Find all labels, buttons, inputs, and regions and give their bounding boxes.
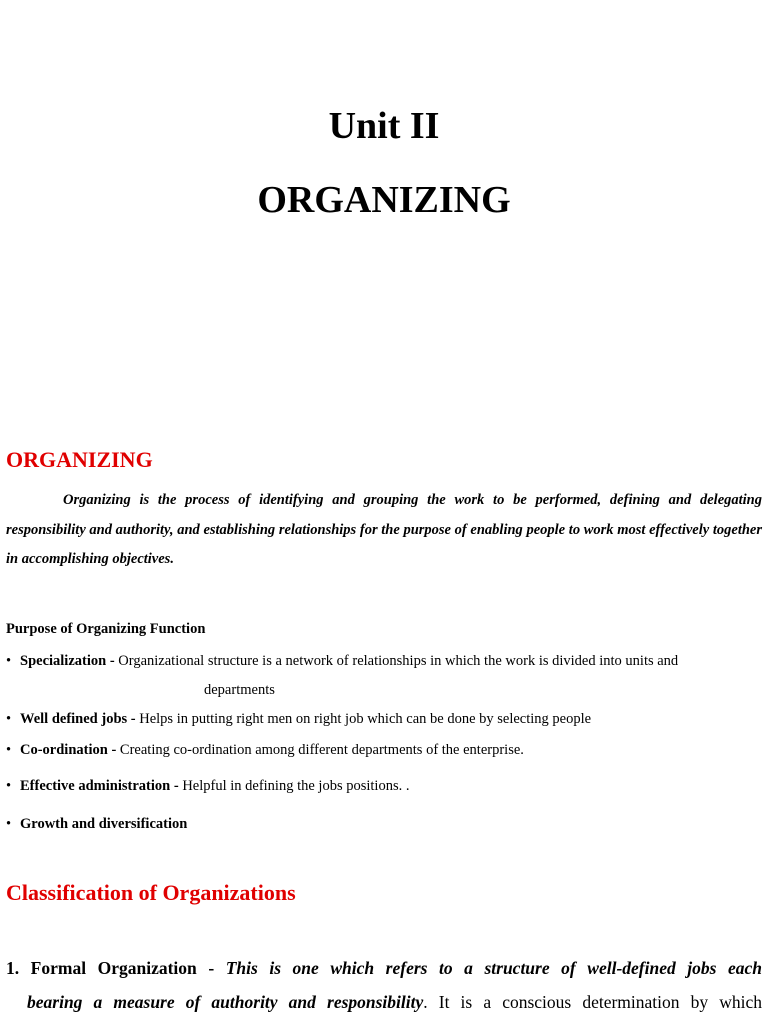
classification-emphasis-continued: bearing a measure of authority and responsibility bbox=[27, 992, 424, 1012]
organizing-definition: Organizing is the process of identifying and grouping the work to be performed, defining and delegating responsibility and authority, and establishing relationships for the purpose of enabling people to work most effectively together in accomplishing objectives. bbox=[6, 492, 762, 567]
purpose-term: Specialization bbox=[20, 653, 107, 669]
purpose-description: Creating co-ordination among different departments of the enterprise. bbox=[119, 742, 524, 758]
purpose-term: Growth and diversification bbox=[20, 816, 188, 832]
bullet-icon: • bbox=[6, 742, 12, 758]
classification-item-formal: 1. Formal Organization - This is one which refers to a structure of well-defined jobs each bearing a measure of authority and responsibility. It is a conscious determination by which bbox=[6, 958, 763, 1012]
bullet-icon: • bbox=[6, 778, 12, 794]
classification-emphasis: This is one which refers to a structure of well-defined jobs each bbox=[225, 958, 763, 978]
purpose-description: Helps in putting right men on right job which can be done by selecting people bbox=[139, 711, 592, 727]
purpose-item-specialization: • Specialization - Organizational structure is a network of relationships in which the work is divided into units and departments bbox=[6, 647, 762, 705]
bullet-icon: • bbox=[6, 711, 12, 727]
purpose-item-growth bbox=[6, 810, 762, 839]
purpose-item-well-defined-jobs: • Well defined jobs - Helps in putting right men on right job which can be done by selecting people bbox=[6, 705, 762, 734]
classification-number: 1. bbox=[6, 958, 20, 978]
purpose-description: Helpful in defining the jobs positions. . bbox=[182, 778, 410, 794]
unit-title: Unit II bbox=[328, 105, 440, 147]
purpose-description: Organizational structure is a network of relationships in which the work is divided into units and bbox=[118, 653, 679, 669]
purpose-description-continued: departments bbox=[204, 682, 275, 698]
classification-description: . It is a conscious determination by which bbox=[423, 992, 762, 1012]
purpose-item-effective-administration: • Effective administration - Helpful in defining the jobs positions. . bbox=[6, 772, 762, 801]
bullet-icon: • bbox=[6, 653, 12, 669]
purpose-term: Effective administration bbox=[20, 778, 171, 794]
purpose-term: Co-ordination bbox=[20, 742, 108, 758]
page-title: ORGANIZING bbox=[257, 179, 511, 221]
purpose-item-co-ordination: • Co-ordination - Creating co-ordination among different departments of the enterprise. bbox=[6, 736, 762, 765]
classification-term: Formal Organization bbox=[30, 958, 197, 978]
classification-heading: Classification of Organizations bbox=[6, 880, 296, 905]
organizing-heading: ORGANIZING bbox=[6, 447, 153, 472]
bullet-icon: • bbox=[6, 816, 12, 832]
purpose-term: Well defined jobs bbox=[20, 711, 128, 727]
purpose-heading: Purpose of Organizing Function bbox=[6, 621, 206, 637]
